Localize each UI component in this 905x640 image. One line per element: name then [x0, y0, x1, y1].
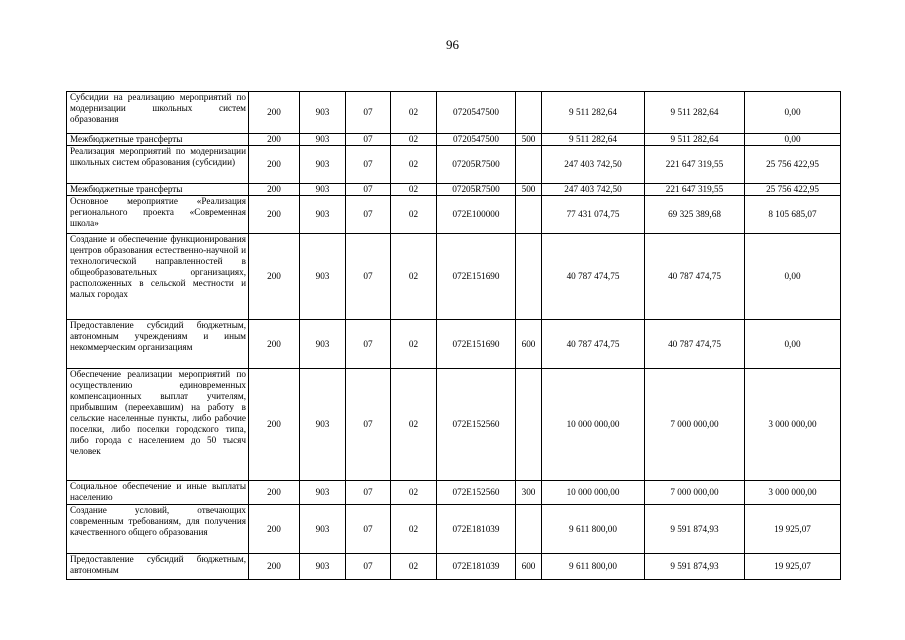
cell-grbs: 200: [249, 146, 300, 184]
cell-target-code: 072E152560: [437, 369, 516, 481]
cell-expense-type: [516, 146, 542, 184]
cell-section: 07: [346, 369, 391, 481]
cell-ministry-code: 903: [300, 184, 346, 196]
cell-section: 07: [346, 505, 391, 554]
cell-expense-type: [516, 369, 542, 481]
cell-amount-executed: 7 000 000,00: [645, 369, 745, 481]
table-row: [67, 196, 841, 234]
cell-amount-executed: 9 591 874,93: [645, 505, 745, 554]
cell-target-code: 072E181039: [437, 554, 516, 580]
cell-target-code: 072E181039: [437, 505, 516, 554]
cell-subsection: 02: [391, 92, 437, 134]
row-name: Создание и обеспечение функционирования центров образования естественно-научной и технологической направленностей в общеобразовательных организациях, расположенных в сельской местности и малых городах: [67, 234, 249, 320]
cell-amount-executed: 221 647 319,55: [645, 146, 745, 184]
cell-grbs: 200: [249, 481, 300, 505]
table-row: [67, 481, 841, 505]
row-name: Социальное обеспечение и иные выплаты населению: [67, 481, 249, 505]
row-name: Субсидии на реализацию мероприятий по модернизации школьных систем образования: [67, 92, 249, 134]
cell-subsection: 02: [391, 320, 437, 369]
cell-amount-remaining: 0,00: [745, 134, 841, 146]
cell-amount-planned: 10 000 000,00: [542, 481, 645, 505]
cell-amount-remaining: 25 756 422,95: [745, 184, 841, 196]
cell-grbs: 200: [249, 134, 300, 146]
cell-ministry-code: 903: [300, 134, 346, 146]
cell-ministry-code: 903: [300, 505, 346, 554]
cell-target-code: 072E152560: [437, 481, 516, 505]
cell-grbs: 200: [249, 184, 300, 196]
cell-subsection: 02: [391, 481, 437, 505]
row-name: Обеспечение реализации мероприятий по осуществлению единовременных компенсационных выплат учителям, прибывшим (переехавшим) на работу в сельские населенные пункты, либо рабочие поселки, либо поселки городского типа, либо города с населением до 50 тысяч человек: [67, 369, 249, 481]
cell-subsection: 02: [391, 554, 437, 580]
cell-grbs: 200: [249, 369, 300, 481]
cell-target-code: 07205R7500: [437, 146, 516, 184]
cell-expense-type: 300: [516, 481, 542, 505]
cell-ministry-code: 903: [300, 554, 346, 580]
cell-amount-executed: 40 787 474,75: [645, 320, 745, 369]
cell-amount-remaining: 3 000 000,00: [745, 369, 841, 481]
cell-section: 07: [346, 92, 391, 134]
cell-subsection: 02: [391, 369, 437, 481]
cell-grbs: 200: [249, 234, 300, 320]
cell-target-code: 072E100000: [437, 196, 516, 234]
table-row: [67, 184, 841, 196]
cell-section: 07: [346, 184, 391, 196]
cell-expense-type: [516, 505, 542, 554]
table-row: [67, 146, 841, 184]
row-name: Межбюджетные трансферты: [67, 134, 249, 146]
cell-grbs: 200: [249, 505, 300, 554]
cell-amount-remaining: 19 925,07: [745, 505, 841, 554]
cell-target-code: 072E151690: [437, 234, 516, 320]
cell-expense-type: [516, 196, 542, 234]
cell-amount-planned: 9 511 282,64: [542, 134, 645, 146]
cell-amount-remaining: 3 000 000,00: [745, 481, 841, 505]
cell-subsection: 02: [391, 134, 437, 146]
cell-subsection: 02: [391, 146, 437, 184]
cell-expense-type: [516, 92, 542, 134]
cell-subsection: 02: [391, 184, 437, 196]
cell-amount-executed: 9 511 282,64: [645, 134, 745, 146]
cell-amount-planned: 247 403 742,50: [542, 184, 645, 196]
cell-target-code: 07205R7500: [437, 184, 516, 196]
cell-amount-executed: 221 647 319,55: [645, 184, 745, 196]
row-name: Межбюджетные трансферты: [67, 184, 249, 196]
cell-amount-executed: 69 325 389,68: [645, 196, 745, 234]
row-name: Предоставление субсидий бюджетным, автономным: [67, 554, 249, 580]
cell-target-code: 072E151690: [437, 320, 516, 369]
cell-grbs: 200: [249, 320, 300, 369]
cell-ministry-code: 903: [300, 481, 346, 505]
cell-target-code: 0720547500: [437, 134, 516, 146]
cell-amount-remaining: 25 756 422,95: [745, 146, 841, 184]
cell-ministry-code: 903: [300, 320, 346, 369]
table-row: [67, 369, 841, 481]
table-row: [67, 92, 841, 134]
cell-amount-remaining: 0,00: [745, 92, 841, 134]
budget-table: [66, 91, 841, 580]
cell-subsection: 02: [391, 234, 437, 320]
cell-grbs: 200: [249, 554, 300, 580]
cell-amount-executed: 40 787 474,75: [645, 234, 745, 320]
cell-subsection: 02: [391, 505, 437, 554]
cell-section: 07: [346, 134, 391, 146]
cell-amount-executed: 9 511 282,64: [645, 92, 745, 134]
cell-subsection: 02: [391, 196, 437, 234]
cell-ministry-code: 903: [300, 369, 346, 481]
table-row: [67, 134, 841, 146]
cell-amount-planned: 40 787 474,75: [542, 234, 645, 320]
cell-amount-planned: 247 403 742,50: [542, 146, 645, 184]
row-name: Создание условий, отвечающих современным требованиям, для получения качественного общего образования: [67, 505, 249, 554]
table-row: [67, 320, 841, 369]
cell-section: 07: [346, 196, 391, 234]
cell-amount-planned: 9 511 282,64: [542, 92, 645, 134]
cell-expense-type: 500: [516, 134, 542, 146]
cell-amount-remaining: 8 105 685,07: [745, 196, 841, 234]
table-row: [67, 554, 841, 580]
table-row: [67, 505, 841, 554]
row-name: Предоставление субсидий бюджетным, автономным учреждениям и иным некоммерческим организациям: [67, 320, 249, 369]
cell-target-code: 0720547500: [437, 92, 516, 134]
cell-expense-type: 500: [516, 184, 542, 196]
cell-grbs: 200: [249, 196, 300, 234]
cell-expense-type: [516, 234, 542, 320]
cell-section: 07: [346, 146, 391, 184]
cell-ministry-code: 903: [300, 146, 346, 184]
cell-amount-planned: 77 431 074,75: [542, 196, 645, 234]
cell-amount-executed: 9 591 874,93: [645, 554, 745, 580]
cell-amount-planned: 9 611 800,00: [542, 554, 645, 580]
cell-amount-remaining: 0,00: [745, 234, 841, 320]
cell-section: 07: [346, 320, 391, 369]
cell-amount-remaining: 0,00: [745, 320, 841, 369]
cell-amount-planned: 10 000 000,00: [542, 369, 645, 481]
cell-amount-executed: 7 000 000,00: [645, 481, 745, 505]
cell-expense-type: 600: [516, 554, 542, 580]
cell-section: 07: [346, 554, 391, 580]
cell-section: 07: [346, 234, 391, 320]
cell-section: 07: [346, 481, 391, 505]
page-number: 96: [446, 37, 459, 52]
cell-expense-type: 600: [516, 320, 542, 369]
cell-amount-remaining: 19 925,07: [745, 554, 841, 580]
cell-amount-planned: 9 611 800,00: [542, 505, 645, 554]
cell-grbs: 200: [249, 92, 300, 134]
cell-ministry-code: 903: [300, 196, 346, 234]
cell-ministry-code: 903: [300, 234, 346, 320]
cell-ministry-code: 903: [300, 92, 346, 134]
cell-amount-planned: 40 787 474,75: [542, 320, 645, 369]
table-row: [67, 234, 841, 320]
row-name: Реализация мероприятий по модернизации школьных систем образования (субсидии): [67, 146, 249, 184]
row-name: Основное мероприятие «Реализация регионального проекта «Современная школа»: [67, 196, 249, 234]
